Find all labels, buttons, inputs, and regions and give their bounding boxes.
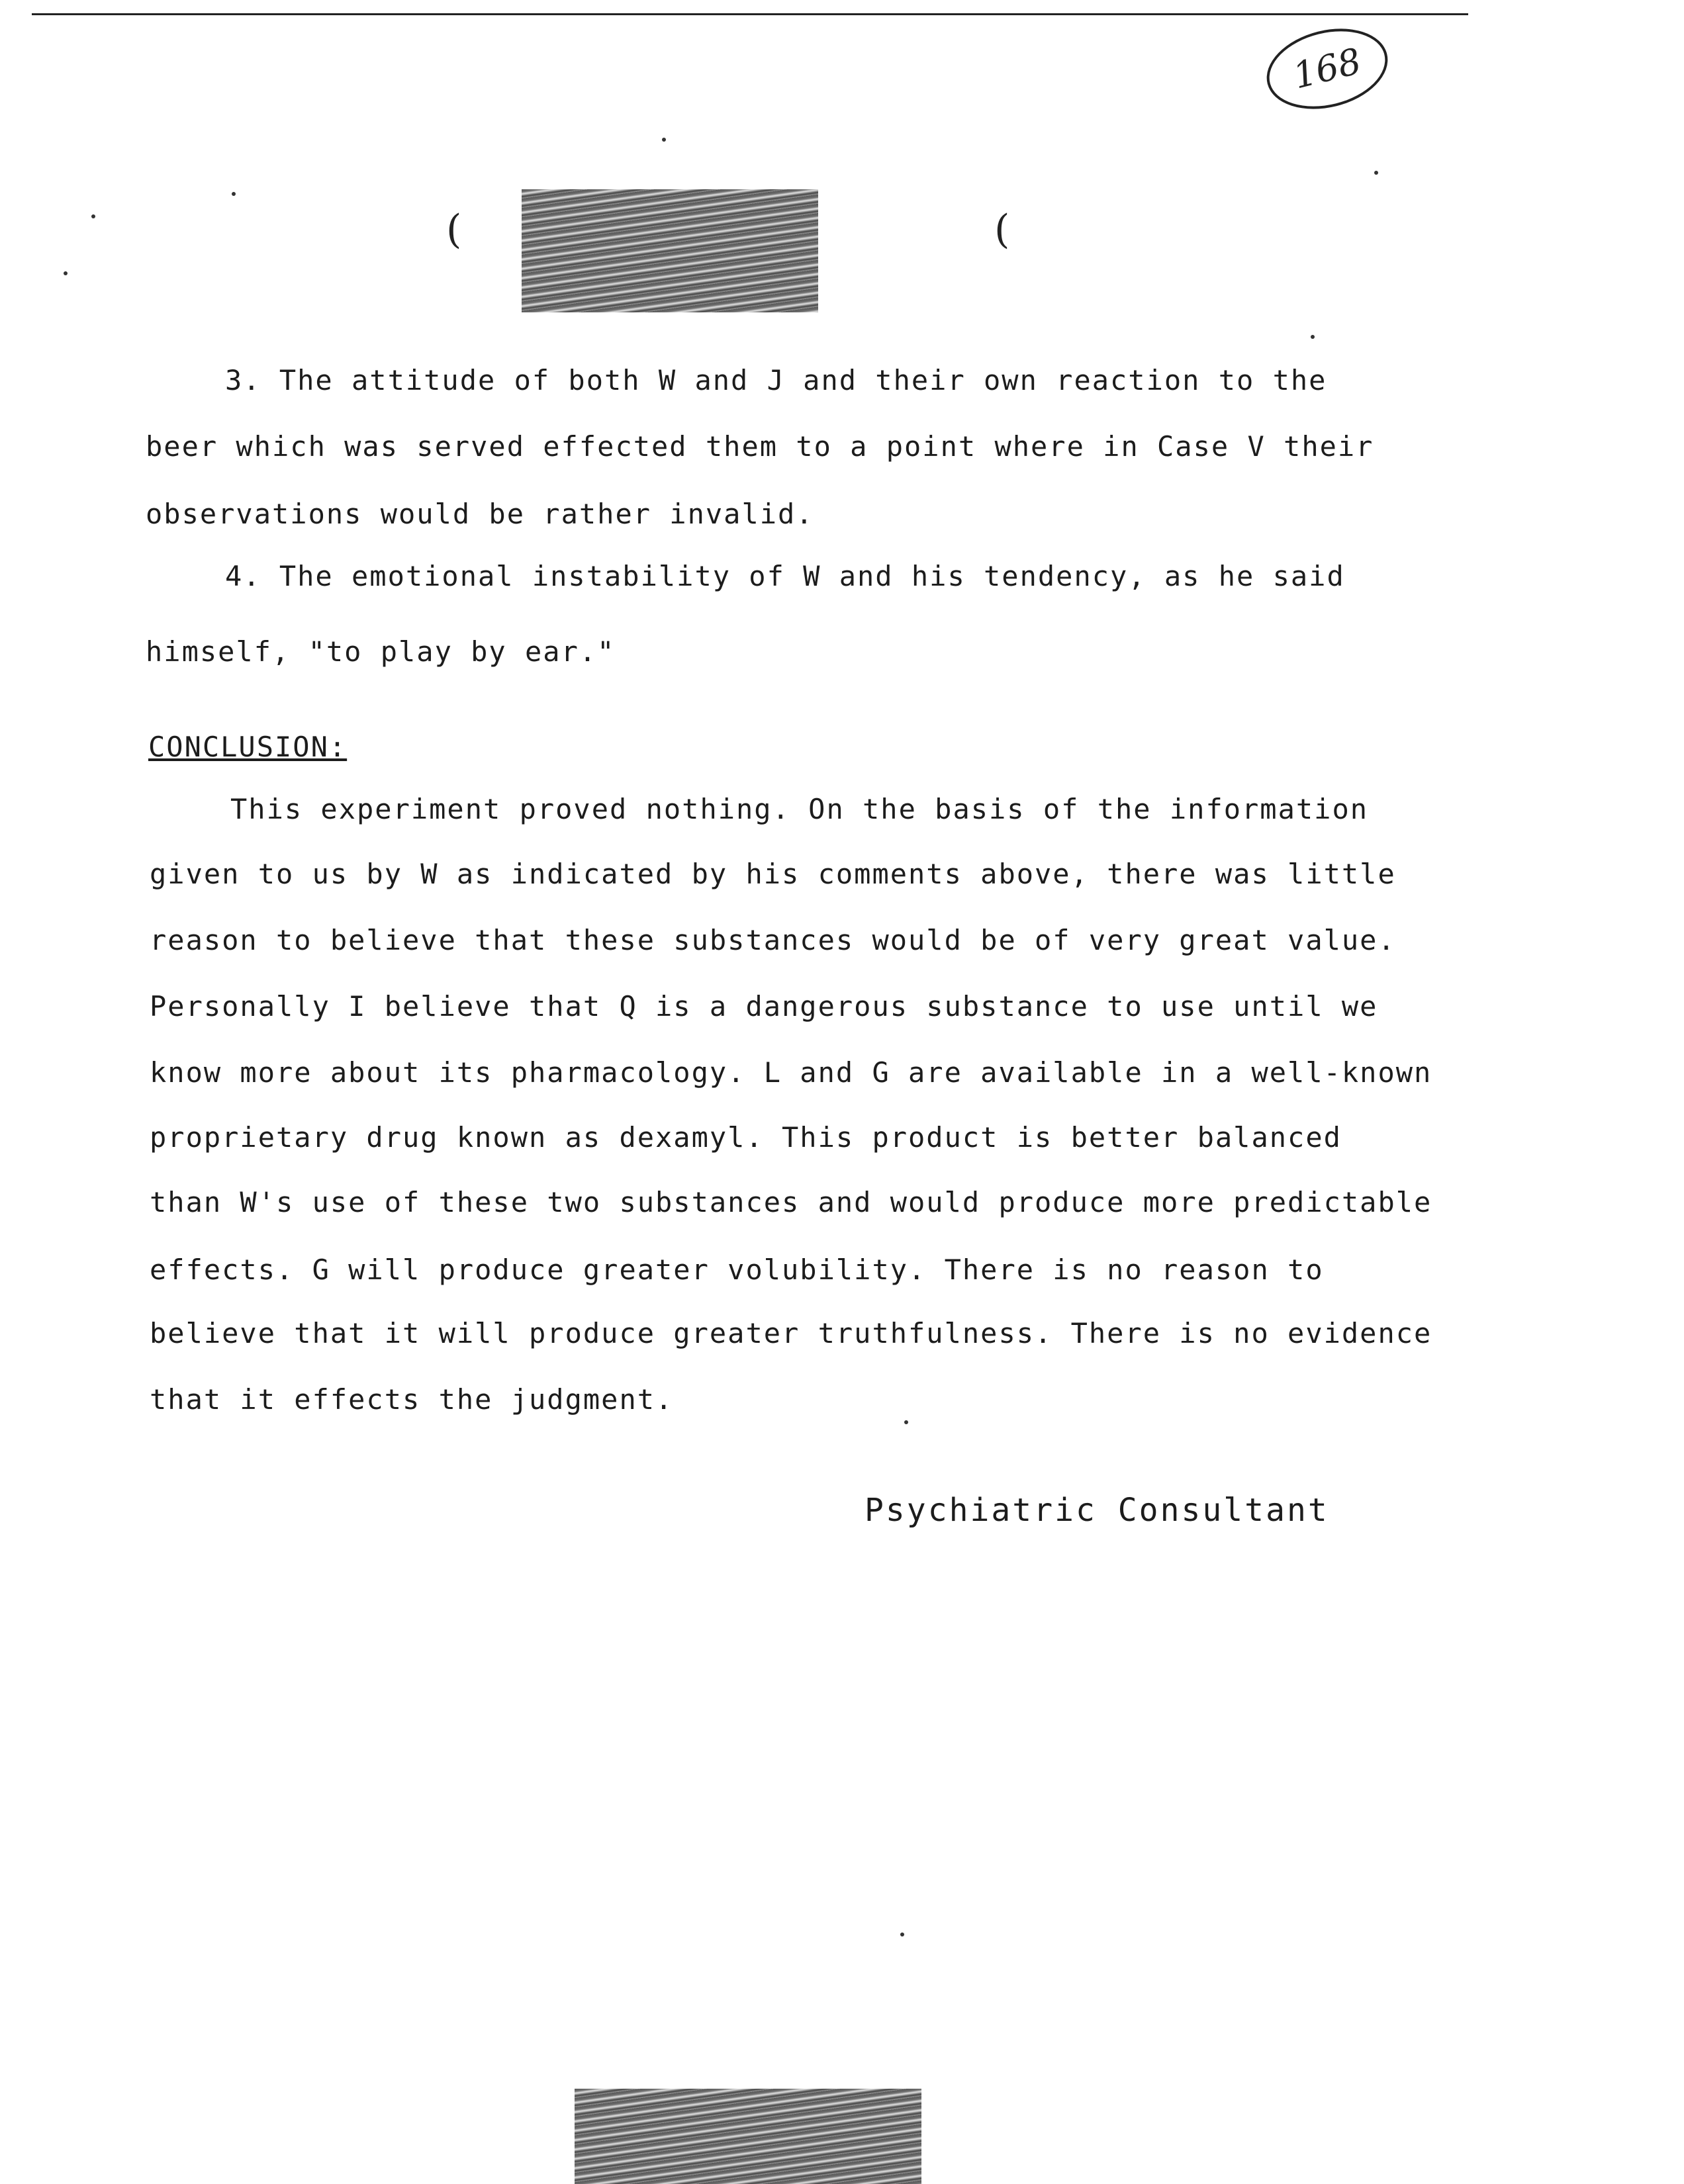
top-rule	[32, 13, 1468, 15]
conclusion-line-7: than W's use of these two substances and would produce more predictable	[150, 1186, 1432, 1218]
item-3-line-1: 3. The attitude of both W and J and their own reaction to the	[225, 364, 1327, 396]
left-parenthesis: (	[446, 206, 462, 253]
item-3-line-2: beer which was served effected them to a point where in Case V their	[146, 430, 1374, 463]
conclusion-line-10: that it effects the judgment.	[150, 1383, 674, 1416]
scan-speck	[662, 138, 666, 142]
scan-speck	[64, 271, 68, 275]
scan-speck	[1374, 171, 1378, 175]
conclusion-line-9: believe that it will produce greater truthfulness. There is no evidence	[150, 1317, 1432, 1349]
conclusion-line-3: reason to believe that these substances would be of very great value.	[150, 924, 1396, 956]
conclusion-line-4: Personally I believe that Q is a dangerous substance to use until we	[150, 990, 1378, 1023]
scan-speck	[232, 192, 236, 196]
scan-speck	[91, 214, 95, 218]
scan-speck	[900, 1933, 904, 1936]
item-4-line-2: himself, "to play by ear."	[146, 635, 616, 668]
page-number: 168	[1258, 17, 1397, 121]
redaction-top	[522, 189, 818, 312]
conclusion-line-5: know more about its pharmacology. L and G are available in a well-known	[150, 1056, 1432, 1089]
scan-speck	[904, 1420, 908, 1424]
item-3-line-3: observations would be rather invalid.	[146, 498, 814, 530]
signature: Psychiatric Consultant	[865, 1492, 1329, 1529]
conclusion-line-1: This experiment proved nothing. On the basis of the information	[230, 793, 1369, 825]
scan-speck	[1311, 335, 1315, 339]
right-parenthesis: (	[994, 206, 1010, 253]
item-4-line-1: 4. The emotional instability of W and his tendency, as he said	[225, 560, 1345, 592]
redaction-bottom	[575, 2089, 921, 2184]
conclusion-heading: CONCLUSION:	[148, 731, 348, 763]
conclusion-line-8: effects. G will produce greater volubility. There is no reason to	[150, 1253, 1324, 1286]
conclusion-line-2: given to us by W as indicated by his comments above, there was little	[150, 858, 1396, 890]
conclusion-line-6: proprietary drug known as dexamyl. This product is better balanced	[150, 1121, 1342, 1154]
